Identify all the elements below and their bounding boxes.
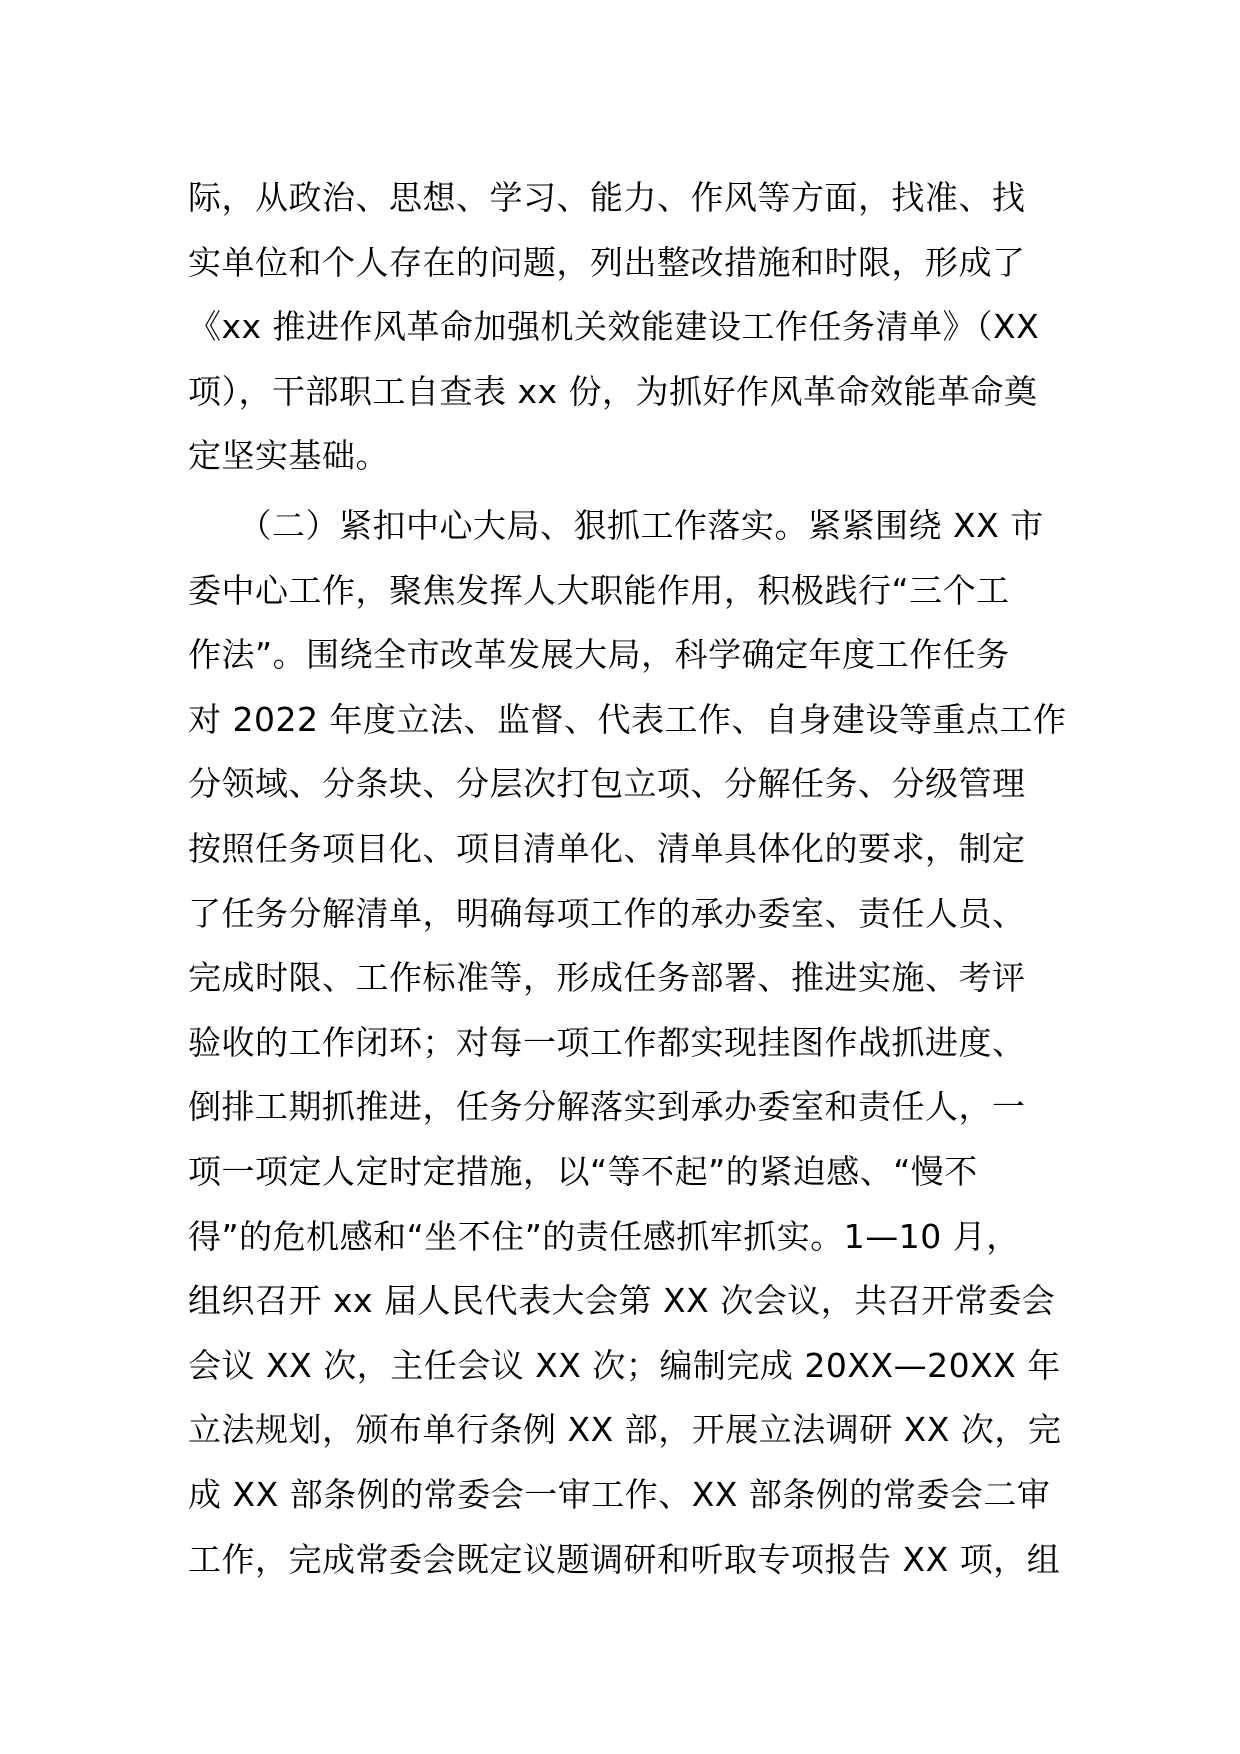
paragraph-1 <box>188 166 1064 489</box>
paragraph-1-line: 际，从政治、思想、学习、能力、作风等方面，找准、找 <box>188 178 1026 217</box>
paragraph-2-line: 了任务分解清单，明确每项工作的承办委室、责任人员、 <box>188 893 1026 933</box>
paragraph-2-line: （二）紧扣中心大局、狠抓工作落实。紧紧围绕 XX 市 <box>188 506 1044 545</box>
paragraph-2 <box>188 494 1067 1592</box>
paragraph-2-line: 成 XX 部条例的常委会一审工作、XX 部条例的常委会二审 <box>188 1474 1051 1514</box>
paragraph-1-line: 定坚实基础。 <box>188 436 389 476</box>
paragraph-1-line: 《xx 推进作风革命加强机关效能建设工作任务清单》（XX <box>188 307 1040 347</box>
paragraph-2-line: 完成时限、工作标准等，形成任务部署、推进实施、考评 <box>188 958 1026 998</box>
paragraph-2-line: 分领域、分条块、分层次打包立项、分解任务、分级管理 <box>188 764 1026 804</box>
paragraph-2-line: 得”的危机感和“坐不住”的责任感抓牢抓实。1—10 月， <box>188 1216 1020 1256</box>
paragraph-2-line: 对 2022 年度立法、监督、代表工作、自身建设等重点工作 <box>188 699 1067 739</box>
paragraph-2-line: 项一项定人定时定措施，以“等不起”的紧迫感、“慢不 <box>188 1151 978 1191</box>
paragraph-2-line: 立法规划，颁布单行条例 XX 部，开展立法调研 XX 次，完 <box>188 1410 1062 1450</box>
paragraph-2-line: 按照任务项目化、项目清单化、清单具体化的要求，制定 <box>188 828 1026 868</box>
paragraph-2-line: 作法”。围绕全市改革发展大局，科学确定年度工作任务 <box>188 635 1010 675</box>
paragraph-2-line: 组织召开 xx 届人民代表大会第 XX 次会议，共召开常委会 <box>188 1281 1056 1321</box>
paragraph-1-line: 实单位和个人存在的问题，列出整改措施和时限，形成了 <box>188 242 1026 282</box>
paragraph-2-line: 工作，完成常委会既定议题调研和听取专项报告 XX 项，组 <box>188 1539 1061 1579</box>
paragraph-2-line: 验收的工作闭环；对每一项工作都实现挂图作战抓进度、 <box>188 1022 1026 1062</box>
paragraph-2-line: 委中心工作，聚焦发挥人大职能作用，积极践行“三个工 <box>188 570 1010 610</box>
paragraph-2-line: 会议 XX 次，主任会议 XX 次；编制完成 20XX—20XX 年 <box>188 1345 1061 1385</box>
paragraph-1-line: 项），干部职工自查表 xx 份，为抓好作风革命效能革命奠 <box>188 371 1038 411</box>
paragraph-2-line: 倒排工期抓推进，任务分解落实到承办委室和责任人，一 <box>188 1087 1026 1127</box>
